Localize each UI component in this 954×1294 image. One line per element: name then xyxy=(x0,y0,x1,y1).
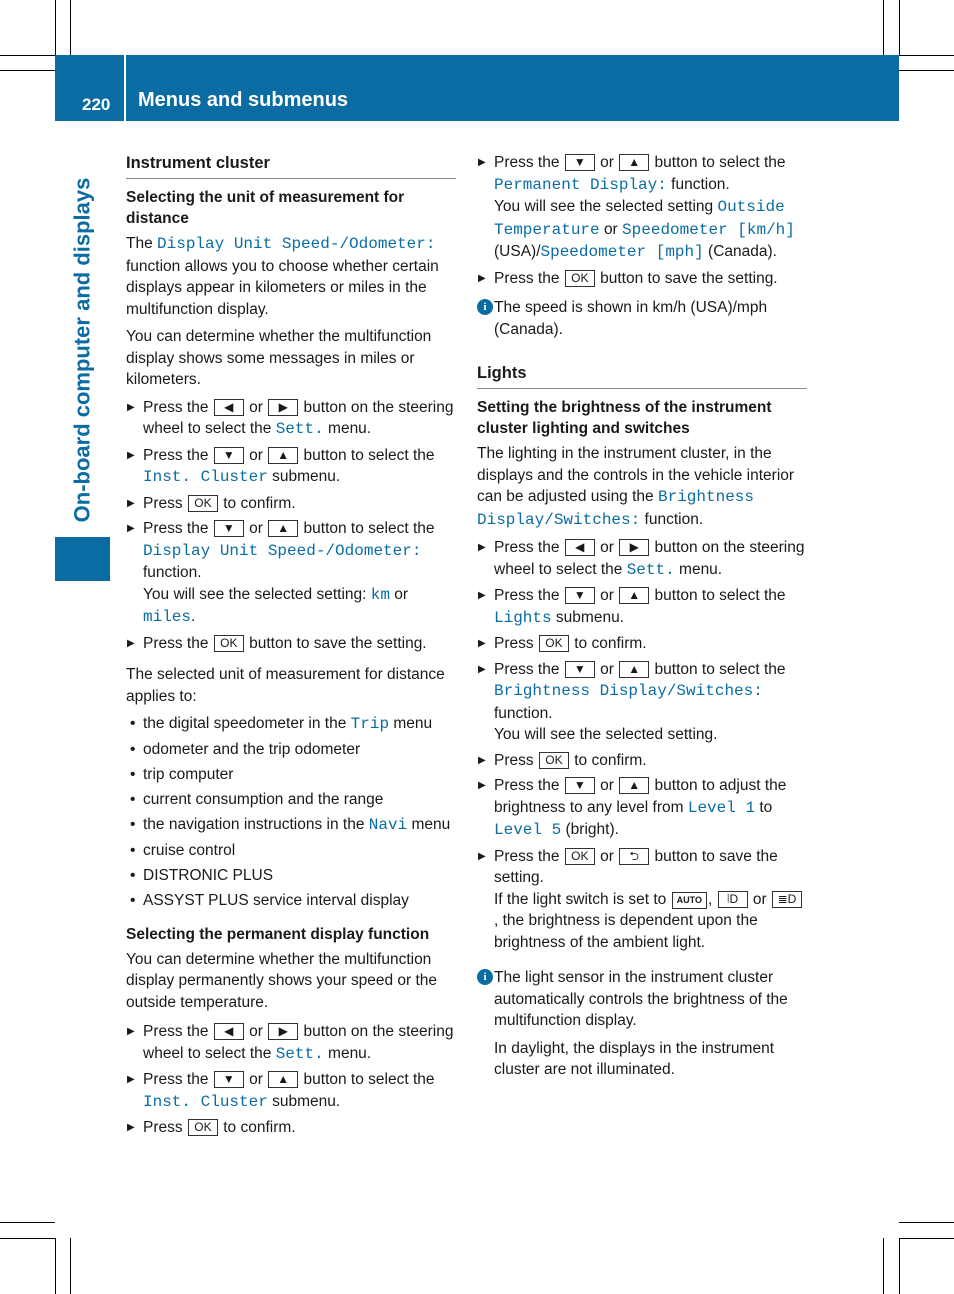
down-arrow-key-icon: ▼ xyxy=(565,661,595,678)
step: ▶ Press the ▼ or ▲ button to select the Brightness Display/Switches: function. You will see the selected setting. xyxy=(477,659,807,746)
ok-key-icon: OK xyxy=(539,635,569,652)
step: ▶ Press the ▼ or ▲ button to select the Permanent Display: function. You will see the selected setting Outside Temperature or Speedometer [km/h] (USA)/Speedometer [mph] (Canada). xyxy=(477,152,807,264)
right-arrow-key-icon: ▶ xyxy=(268,399,298,416)
info-paragraph: In daylight, the displays in the instrument cluster are not illuminated. xyxy=(494,1039,775,1078)
crop-mark xyxy=(883,0,884,55)
up-arrow-key-icon: ▲ xyxy=(268,447,298,464)
right-arrow-key-icon: ▶ xyxy=(619,539,649,556)
crop-mark xyxy=(0,1238,55,1239)
left-column xyxy=(126,152,456,1143)
step: ▶ Press the OK button to save the setting. xyxy=(477,268,807,290)
list-item: • odometer and the trip odometer xyxy=(126,739,456,761)
intro-paragraph: The Display Unit Speed-/Odometer: function allows you to choose whether certain displays appear in kilometers or miles in the multifunction display. xyxy=(126,235,439,318)
list-item: • the navigation instructions in the Navi menu xyxy=(126,814,456,837)
up-arrow-key-icon: ▲ xyxy=(619,587,649,604)
crop-mark xyxy=(899,1238,900,1294)
crop-mark xyxy=(899,0,900,55)
list-item: • cruise control xyxy=(126,840,456,862)
step: ▶ Press OK to confirm. xyxy=(126,493,456,515)
down-arrow-key-icon: ▼ xyxy=(214,447,244,464)
step: ▶ Press the ▼ or ▲ button to select the Inst. Cluster submenu. xyxy=(126,1069,456,1113)
up-arrow-key-icon: ▲ xyxy=(268,520,298,537)
list-item: • ASSYST PLUS service interval display xyxy=(126,890,456,912)
crop-mark xyxy=(55,0,56,55)
list-item: • the digital speedometer in the Trip menu xyxy=(126,713,456,736)
list-item: • trip computer xyxy=(126,764,456,786)
crop-mark xyxy=(55,1238,56,1294)
up-arrow-key-icon: ▲ xyxy=(268,1071,298,1088)
down-arrow-key-icon: ▼ xyxy=(214,1071,244,1088)
side-tab-marker xyxy=(55,537,110,581)
left-arrow-key-icon: ◀ xyxy=(214,399,244,416)
crop-mark xyxy=(0,55,55,56)
subheading-permanent-display: Selecting the permanent display function xyxy=(126,925,430,943)
down-arrow-key-icon: ▼ xyxy=(214,520,244,537)
crop-mark xyxy=(899,1222,954,1223)
menu-text: Display Unit Speed-/Odometer: xyxy=(157,235,436,253)
paragraph: You can determine whether the multifunction display permanently shows your speed or the outside temperature. xyxy=(126,950,438,1011)
low-beam-icon: ≣D xyxy=(772,891,802,908)
ok-key-icon: OK xyxy=(565,848,595,865)
step: ▶ Press the ▼ or ▲ button to adjust the brightness to any level from Level 1 to Level 5 (bright). xyxy=(477,775,807,842)
subheading-unit-of-measurement: Selecting the unit of measurement for distance xyxy=(126,189,405,227)
step: ▶ Press OK to confirm. xyxy=(477,750,807,772)
right-column xyxy=(477,152,807,1087)
ok-key-icon: OK xyxy=(565,270,595,287)
down-arrow-key-icon: ▼ xyxy=(565,777,595,794)
back-key-icon: ⮌ xyxy=(619,848,649,865)
ok-key-icon: OK xyxy=(539,752,569,769)
info-icon: i xyxy=(477,299,493,315)
crop-mark xyxy=(0,70,55,71)
list-item: • DISTRONIC PLUS xyxy=(126,865,456,887)
page-title: Menus and submenus xyxy=(138,89,349,111)
info-note: i The speed is shown in km/h (USA)/mph (Canada). xyxy=(477,297,807,340)
list-item: • current consumption and the range xyxy=(126,789,456,811)
down-arrow-key-icon: ▼ xyxy=(565,587,595,604)
down-arrow-key-icon: ▼ xyxy=(565,154,595,171)
page-number: 220 xyxy=(82,95,111,114)
section-title-instrument-cluster: Instrument cluster xyxy=(126,152,456,179)
step: ▶ Press OK to confirm. xyxy=(477,633,807,655)
crop-mark xyxy=(0,1222,55,1223)
info-note: i The light sensor in the instrument cluster automatically controls the brightness of the multifunction display. xyxy=(477,967,807,1032)
paragraph: You can determine whether the multifunction display shows some messages in miles or kilometers. xyxy=(126,328,432,388)
header-divider xyxy=(124,55,126,121)
up-arrow-key-icon: ▲ xyxy=(619,154,649,171)
ok-key-icon: OK xyxy=(188,1119,218,1136)
left-arrow-key-icon: ◀ xyxy=(214,1023,244,1040)
ok-key-icon: OK xyxy=(188,495,218,512)
step: ▶ Press the ◀ or ▶ button on the steering wheel to select the Sett. menu. xyxy=(126,397,456,441)
up-arrow-key-icon: ▲ xyxy=(619,777,649,794)
step: ▶ Press the ◀ or ▶ button on the steering wheel to select the Sett. menu. xyxy=(477,537,807,581)
auto-light-icon: AUTO xyxy=(672,892,707,909)
step: ▶ Press the ▼ or ▲ button to select the Lights submenu. xyxy=(477,585,807,629)
section-title-lights: Lights xyxy=(477,362,807,389)
parking-light-icon: ⦚D xyxy=(718,891,748,908)
crop-mark xyxy=(899,70,954,71)
crop-mark xyxy=(899,1238,954,1239)
paragraph: The selected unit of measurement for distance applies to: xyxy=(126,666,445,705)
crop-mark xyxy=(70,1238,71,1294)
crop-mark xyxy=(883,1238,884,1294)
subheading-brightness: Setting the brightness of the instrument cluster lighting and switches xyxy=(477,399,772,437)
crop-mark xyxy=(70,0,71,55)
right-arrow-key-icon: ▶ xyxy=(268,1023,298,1040)
chapter-label: On-board computer and displays xyxy=(69,177,95,523)
step: ▶ Press the ▼ or ▲ button to select the Inst. Cluster submenu. xyxy=(126,445,456,489)
step: ▶ Press OK to confirm. xyxy=(126,1117,456,1139)
step: ▶ Press the ◀ or ▶ button on the steering wheel to select the Sett. menu. xyxy=(126,1021,456,1065)
up-arrow-key-icon: ▲ xyxy=(619,661,649,678)
info-icon: i xyxy=(477,969,493,985)
step: ▶ Press the ▼ or ▲ button to select the Display Unit Speed-/Odometer: function. You will see the selected setting: km or miles. xyxy=(126,518,456,629)
step: ▶ Press the OK button to save the setting. xyxy=(126,633,456,655)
step: ▶ Press the OK or ⮌ button to save the setting. If the light switch is set to AUTO , ⦚D or ≣D, the brightness is dependent upon the brightness of the ambient light. xyxy=(477,846,807,954)
paragraph: The lighting in the instrument cluster, in the displays and the controls in the vehicle interior can be adjusted using the Brightness Display/Switches: function. xyxy=(477,445,795,529)
left-arrow-key-icon: ◀ xyxy=(565,539,595,556)
ok-key-icon: OK xyxy=(214,635,244,652)
crop-mark xyxy=(899,55,954,56)
